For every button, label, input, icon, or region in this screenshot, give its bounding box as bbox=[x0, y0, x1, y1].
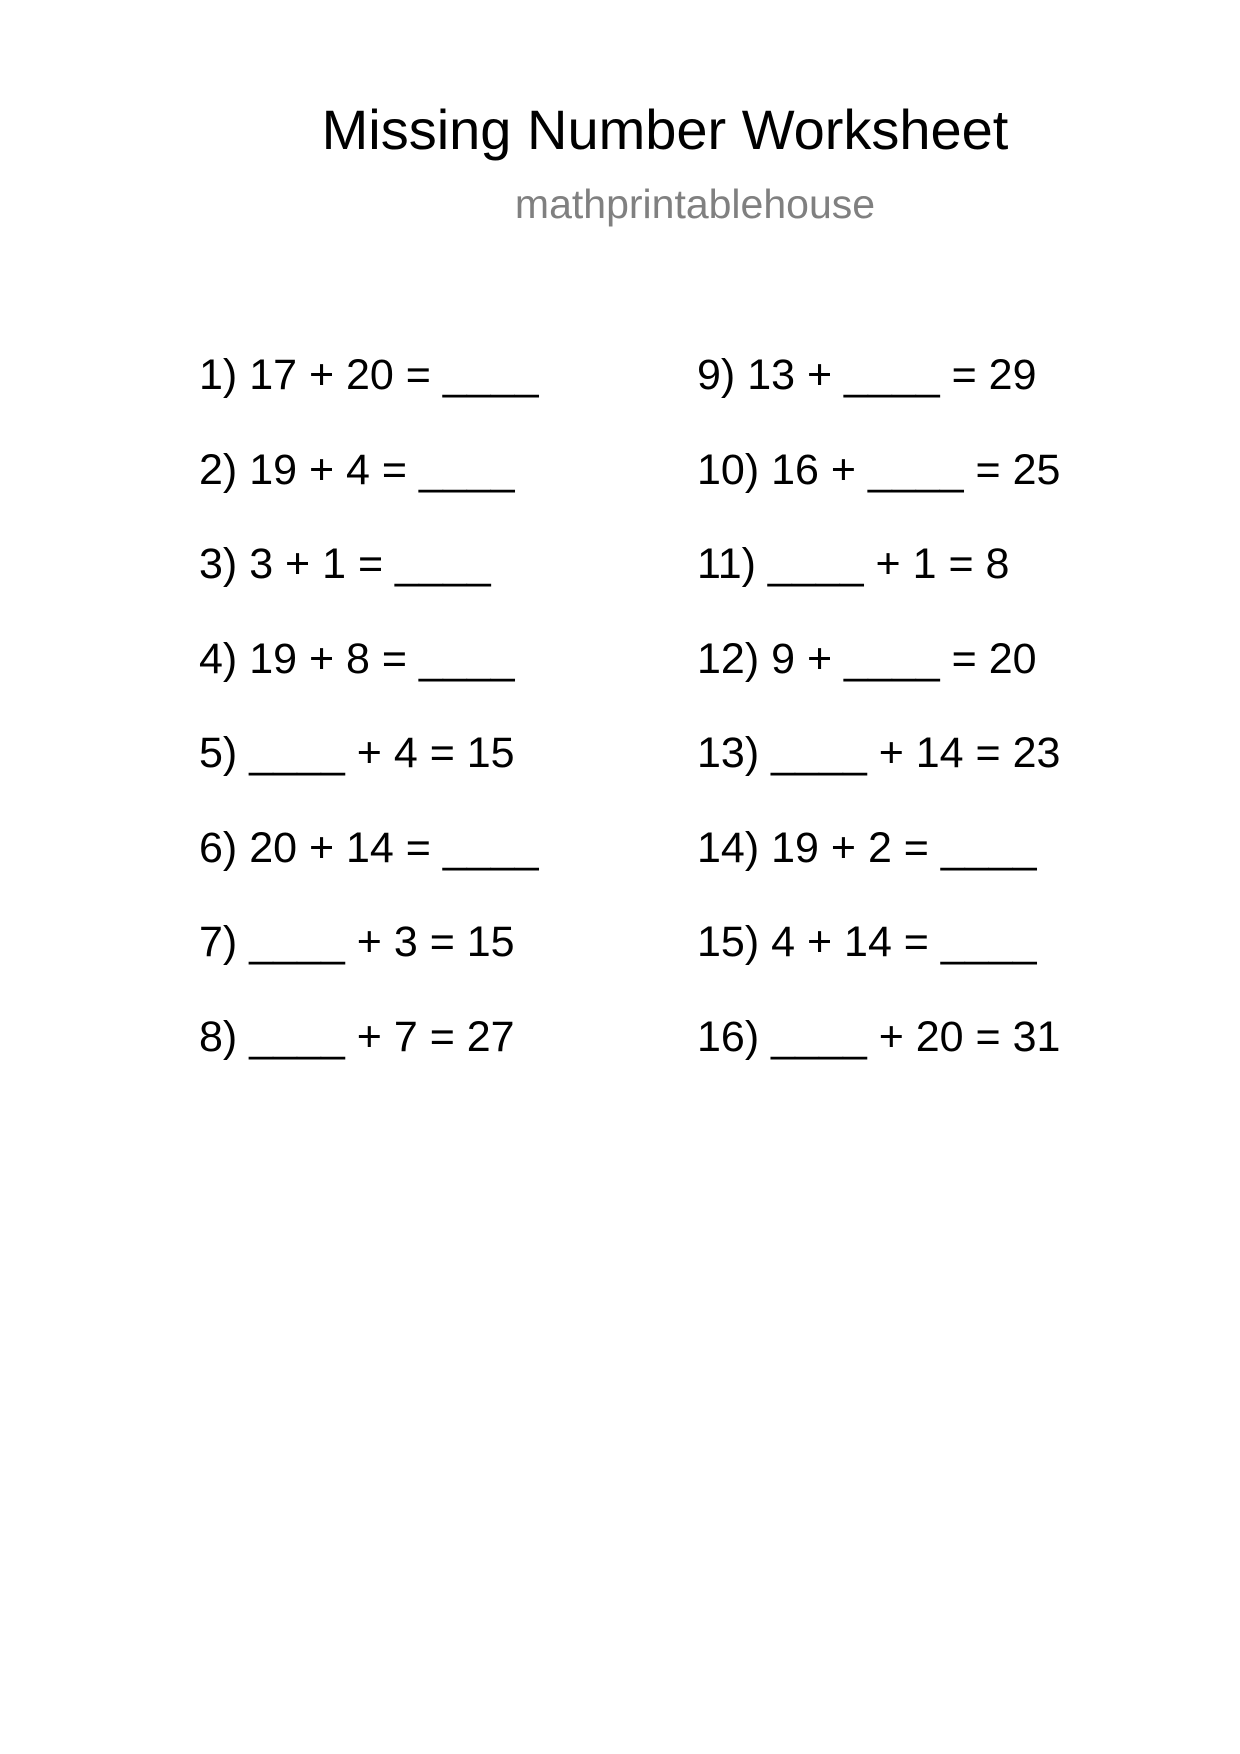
problem-item bbox=[697, 818, 1060, 913]
problem-item bbox=[697, 440, 1060, 535]
problem-text: ____ + 20 = 31 bbox=[771, 1012, 1061, 1061]
problem-text: 19 + 8 = ____ bbox=[249, 634, 515, 683]
problem-text: 20 + 14 = ____ bbox=[249, 823, 539, 872]
problem-number: 16) bbox=[697, 1012, 760, 1061]
problem-item bbox=[697, 534, 1060, 629]
problem-item bbox=[697, 723, 1060, 818]
problem-number: 6) bbox=[199, 823, 238, 872]
problem-number: 3) bbox=[199, 540, 238, 588]
problem-item bbox=[697, 345, 1060, 440]
problem-number: 8) bbox=[199, 1012, 238, 1061]
page-title: Missing Number Worksheet bbox=[321, 98, 1009, 161]
problem-number: 7) bbox=[199, 918, 238, 966]
problem-text: 4 + 14 = ____ bbox=[771, 918, 1037, 966]
problem-item bbox=[199, 723, 539, 818]
problem-text: ____ + 4 = 15 bbox=[249, 729, 515, 777]
problem-number: 13) bbox=[697, 729, 760, 777]
problem-item bbox=[697, 629, 1060, 724]
problem-number: 5) bbox=[199, 729, 238, 777]
problem-text: 19 + 2 = ____ bbox=[771, 823, 1037, 872]
problem-text: ____ + 1 = 8 bbox=[767, 540, 1010, 588]
problem-text: 13 + ____ = 29 bbox=[747, 351, 1037, 399]
problem-text: 16 + ____ = 25 bbox=[771, 445, 1061, 494]
page-subtitle: mathprintablehouse bbox=[514, 181, 876, 227]
problem-text: ____ + 3 = 15 bbox=[249, 918, 515, 966]
problem-number: 11) bbox=[697, 540, 756, 588]
problem-text: ____ + 7 = 27 bbox=[249, 1012, 515, 1061]
problem-item bbox=[199, 912, 539, 1007]
problem-item bbox=[199, 440, 539, 535]
problems-right-column bbox=[697, 345, 1060, 1101]
problem-number: 2) bbox=[199, 445, 238, 494]
problem-number: 1) bbox=[199, 351, 238, 399]
problem-number: 12) bbox=[697, 634, 760, 683]
problem-number: 4) bbox=[199, 634, 238, 683]
problem-item bbox=[697, 912, 1060, 1007]
problem-number: 9) bbox=[697, 351, 736, 399]
problem-item bbox=[199, 534, 539, 629]
problem-text: 9 + ____ = 20 bbox=[771, 634, 1037, 683]
problem-item bbox=[199, 345, 539, 440]
problem-item bbox=[697, 1007, 1060, 1102]
problem-item bbox=[199, 818, 539, 913]
problem-text: 17 + 20 = ____ bbox=[249, 351, 539, 399]
problem-text: 3 + 1 = ____ bbox=[249, 540, 491, 588]
problem-number: 10) bbox=[697, 445, 760, 494]
problems-left-column bbox=[199, 345, 539, 1101]
problem-number: 15) bbox=[697, 918, 760, 966]
problem-text: ____ + 14 = 23 bbox=[771, 729, 1061, 777]
problem-item bbox=[199, 629, 539, 724]
problem-number: 14) bbox=[697, 823, 760, 872]
problem-text: 19 + 4 = ____ bbox=[249, 445, 515, 494]
problem-item bbox=[199, 1007, 539, 1102]
